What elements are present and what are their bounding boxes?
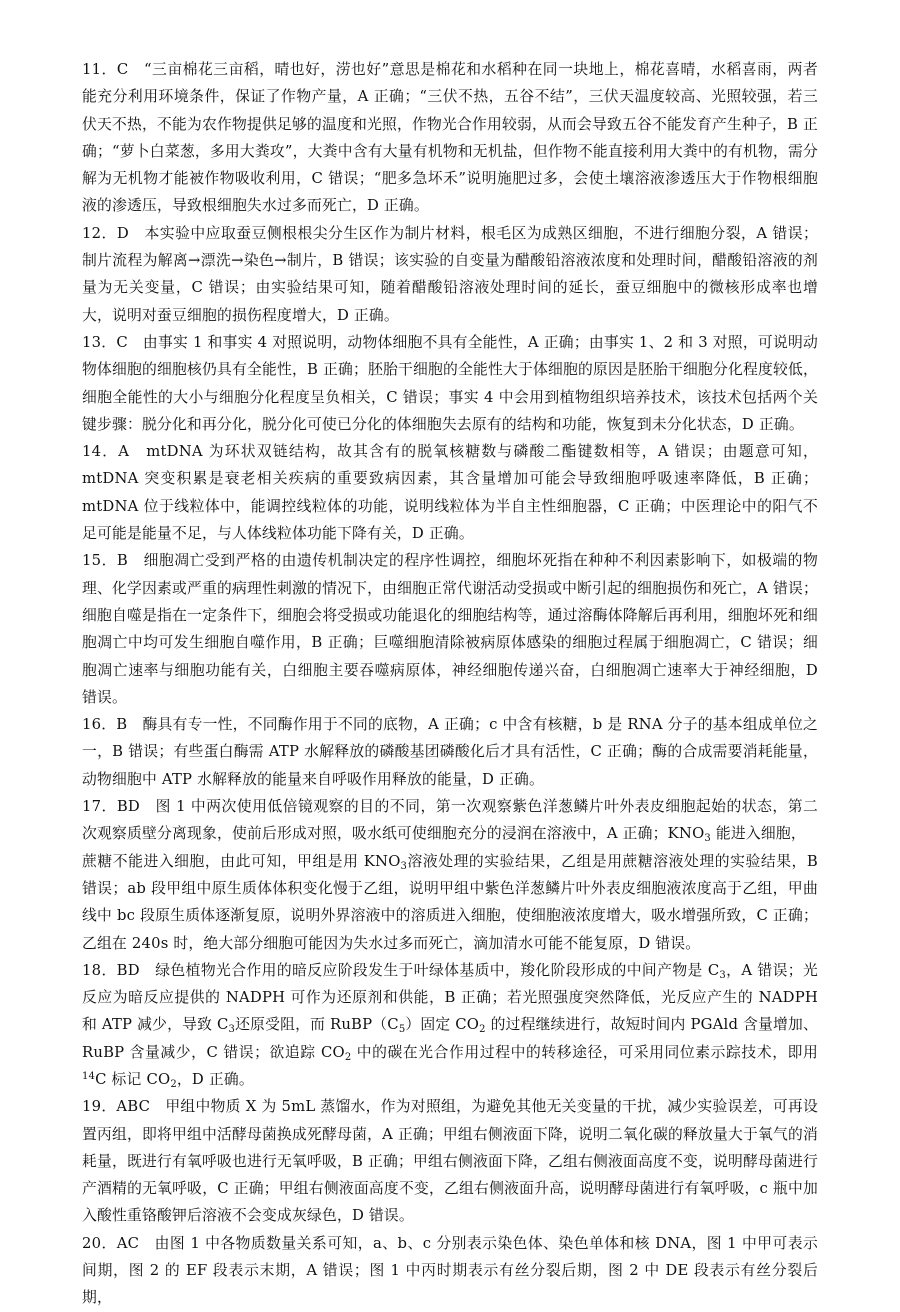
answer-text: 20．AC 由图 1 中各物质数量关系可知，a、b、c 分别表示染色体、染色单体和核 DNA，图 1 中甲可表示间期，图 2 的 EF 段表示末期，A 错误；图 1 中丙时期表示有丝分裂后期，图 2 中 DE 段表示有丝分裂后期， (82, 1234, 818, 1307)
answer-item-15 (82, 547, 823, 711)
answer-text: 还原受阻，而 RuBP（C (235, 1016, 399, 1034)
answer-text: ，A 错误；光反应为暗反应提供的 NADPH 可作为还原剂和供能，B 正确；若光照强度突然降低，光反应产生的 NADPH 和 ATP 减少，导致 C (82, 961, 823, 1034)
answer-subscript: 5 (398, 1024, 406, 1036)
answer-subscript: 3 (704, 833, 711, 845)
answer-item-13 (82, 329, 818, 438)
answer-text: 16．B 酶具有专一性，不同酶作用于不同的底物，A 正确；c 中含有核糖，b 是 RNA 分子的基本组成单位之一，B 错误；有些蛋白酶需 ATP 水解释放的磷酸基团磷酸化后才具有活性，C 正确；酶的合成需要消耗能量，动物细胞中 ATP 水解释放的能量来自呼吸作用释放的能量，D 正确。 (82, 716, 818, 788)
answer-item-20 (82, 1230, 818, 1312)
answer-text: 19．ABC 甲组中物质 X 为 5mL 蒸馏水，作为对照组，为避免其他无关变量的干扰，减少实验误差，可再设置丙组，即将甲组中活酵母菌换成死酵母菌，A 正确；甲组右侧液面下降，说明二氧化碳的释放量大于氧气的消耗量，既进行有氧呼吸也进行无氧呼吸，B 正确；甲组右侧液面下降，乙组右侧液面高度不变，说明酵母菌进行产酒精的无氧呼吸，C 正确；甲组右侧液面高度不变，乙组右侧液面升高，说明酵母菌进行有氧呼吸，c 瓶中加入酸性重铬酸钾后溶液不会变成灰绿色，D 错误。 (82, 1098, 818, 1225)
answer-text: 17．BD 图 1 中两次使用低倍镜观察的目的不同，第一次观察紫色洋葱鳞片叶外表皮细胞起始的状态，第二次观察质壁分离现象，使前后形成对照，吸水纸可使细胞充分的浸润在溶液中，A 正确；KNO (82, 798, 818, 843)
answer-text: 的过程继续进行，故短时间内 PGAld 含量增加、RuBP 含量减少，C 错误；欲追踪 CO (82, 1016, 819, 1061)
answer-item-11 (82, 56, 818, 220)
answer-item-12 (82, 220, 818, 329)
answer-text: 中的碳在光合作用过程中的转移途径，可采用同位素示踪技术，即用 (351, 1043, 823, 1061)
answer-text: 18．BD 绿色植物光合作用的暗反应阶段发生于叶绿体基质中，羧化阶段形成的中间产物是 C (82, 961, 720, 979)
answer-subscript: 2 (344, 1051, 352, 1063)
answer-item-19 (82, 1093, 818, 1229)
answer-list (82, 56, 823, 1312)
answer-text: ）固定 CO (405, 1016, 480, 1034)
answer-supscript: 14 (82, 1070, 96, 1082)
answer-text: ，D 正确。 (176, 1070, 254, 1088)
answer-text: 能进入细胞， 蔗糖不能进入细胞，由此可知，甲组是用 KNO (82, 825, 806, 870)
answer-subscript: 3 (719, 969, 726, 981)
answer-item-18 (82, 957, 823, 1093)
answer-text: 13．C 由事实 1 和事实 4 对照说明，动物体细胞不具有全能性，A 正确；由事实 1、2 和 3 对照，可说明动物体细胞的细胞核仍具有全能性，B 正确；胚胎干细胞的全能性大于体细胞的原因是胚胎干细胞分化程度较低，细胞全能性的大小与细胞分化程度呈负相关，C 错误；事实 4 中会用到植物组织培养技术，该技术包括两个关键步骤：脱分化和再分化，脱分化可使已分化的体细胞失去原有的结构和功能，恢复到未分化状态，D 正确。 (82, 333, 818, 433)
answer-text: 11．C “三亩棉花三亩稻，晴也好，涝也好”意思是棉花和水稻种在同一块地上，棉花喜晴，水稻喜雨，两者能充分利用环境条件，保证了作物产量，A 正确；“三伏不热，五谷不结”，三伏天温度较高、光照较强，若三伏天不热，不能为农作物提供足够的温度和光照，作物光合作用较弱，从而会导致五谷不能发育产生种子，B 正确；“萝卜白菜葱，多用大粪攻”，大粪中含有大量有机物和无机盐，但作物不能直接利用大粪中的有机物，需分解为无机物才能被作物吸收利用，C 错误；“肥多急坏禾”说明施肥过多，会使土壤溶液渗透压大于作物根细胞液的渗透压，导致根细胞失水过多而死亡，D 正确。 (82, 61, 818, 215)
answer-text: C 标记 CO (95, 1070, 171, 1088)
answer-text: 溶液处理的实验结果，乙组是用蔗糖溶液处理的实验结果，B 错误；ab 段甲组中原生质体体积变化慢于乙组，说明甲组中紫色洋葱鳞片叶外表皮细胞液浓度高于乙组，甲曲线中 bc 段原生质体逐渐复原，说明外界溶液中的溶质进入细胞，使细胞液浓度增大，吸水增强所致，C 正确；乙组在 240s 时，绝大部分细胞可能因为失水过多而死亡，滴加清水可能不能复原，D 错误。 (82, 852, 823, 952)
answer-item-16 (82, 711, 818, 793)
answer-subscript: 3 (228, 1024, 236, 1036)
answer-text: 15．B 细胞凋亡受到严格的由遗传机制决定的程序性调控，细胞坏死指在种种不利因素影响下，如极端的物理、化学因素或严重的病理性刺激的情况下，由细胞正常代谢活动受损或中断引起的细胞损伤和死亡，A 错误；细胞自噬是指在一定条件下，细胞会将受损或功能退化的细胞结构等，通过溶酶体降解后再利用，细胞坏死和细胞凋亡中均可发生细胞自噬作用，B 正确；巨噬细胞清除被病原体感染的细胞过程属于细胞凋亡，C 错误；细胞凋亡速率与细胞功能有关，白细胞主要吞噬病原体，神经细胞传递兴奋，白细胞凋亡速率大于神经细胞，D 错误。 (82, 552, 823, 706)
answer-subscript: 3 (400, 860, 408, 872)
answer-subscript: 2 (170, 1078, 177, 1090)
answer-subscript: 2 (479, 1024, 486, 1036)
answer-text: 14．A mtDNA 为环状双链结构，故其含有的脱氧核糖数与磷酸二酯键数相等，A 错误；由题意可知，mtDNA 突变积累是衰老相关疾病的重要致病因素，其含量增加可能会导致细胞呼吸速率降低，B 正确；mtDNA 位于线粒体中，能调控线粒体的功能，说明线粒体为半自主性细胞器，C 正确；中医理论中的阳气不足可能是能量不足，与人体线粒体功能下降有关，D 正确。 (82, 443, 818, 543)
answer-text: 12．D 本实验中应取蚕豆侧根根尖分生区作为制片材料，根毛区为成熟区细胞，不进行细胞分裂，A 错误；制片流程为解离→漂洗→染色→制片，B 错误；该实验的自变量为醋酸铅溶液浓度和处理时间，醋酸铅溶液的剂量为无关变量，C 错误；由实验结果可知，随着醋酸铅溶液处理时间的延长，蚕豆细胞中的微核形成率也增大，说明对蚕豆细胞的损伤程度增大，D 正确。 (82, 224, 818, 324)
answer-item-14 (82, 438, 818, 547)
answer-item-17 (82, 793, 823, 957)
